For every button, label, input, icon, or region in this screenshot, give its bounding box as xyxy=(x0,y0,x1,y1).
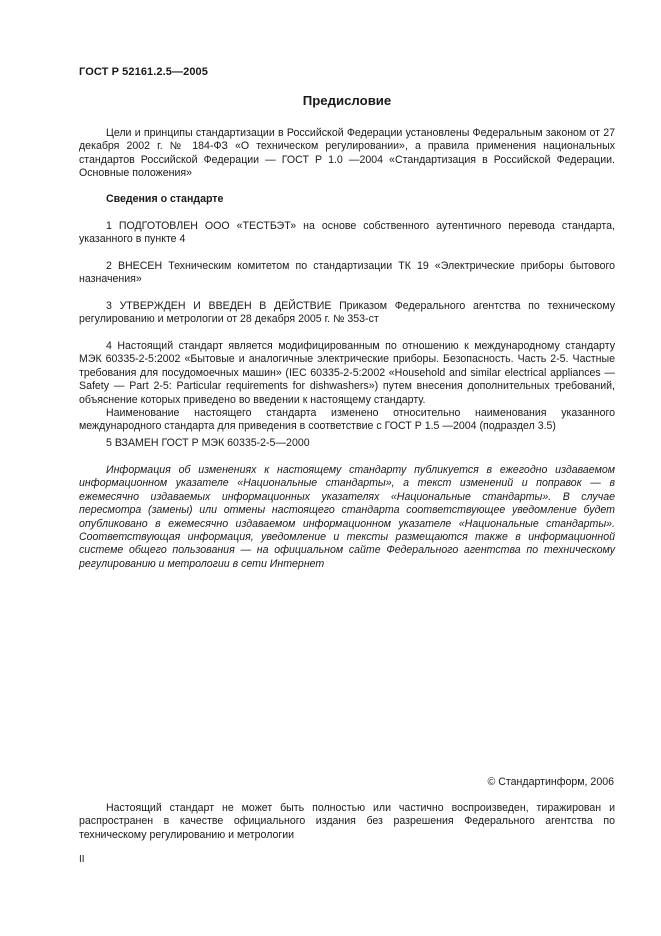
item-5-paragraph: 5 ВЗАМЕН ГОСТ Р МЭК 60335-2-5—2000 xyxy=(106,437,310,449)
reproduction-notice-paragraph: Настоящий стандарт не может быть полностью или частично воспроизведен, тиражирован и распространен в качестве официального издания без разрешения Федерального агентства по техническому регулированию и метрологии xyxy=(79,802,615,841)
page-title: Предисловие xyxy=(302,93,392,108)
copyright-line: © Стандартинформ, 2006 xyxy=(487,776,614,788)
section-heading: Сведения о стандарте xyxy=(106,193,224,205)
item-4-paragraph: 4 Настоящий стандарт является модифицированным по отношению к международному стандарту МЭК 60335-2-5:2002 «Бытовые и аналогичные электрические приборы. Безопасность. Часть 2-5. Частные требования для посудомоечных машин» (IEC 60335-2-5:2002 «Household and similar electrical appliances — Safety — Part 2-5: Particular requirements for dishwashers») путем внесения дополнительных требований, объяснение которых приведено во введении к настоящему стандарту. xyxy=(79,340,615,406)
item-4-note-paragraph: Наименование настоящего стандарта изменено относительно наименования указанного международного стандарта для приведения в соответствие с ГОСТ Р 1.5 —2004 (подраздел 3.5) xyxy=(79,407,615,433)
document-code: ГОСТ Р 52161.2.5—2005 xyxy=(79,66,208,78)
info-notice-paragraph: Информация об изменениях к настоящему стандарту публикуется в ежегодно издаваемом информационном указателе «Национальные стандарты», а текст изменений и поправок — в ежемесячно издаваемых информационных указателях «Национальные стандарты». В случае пересмотра (замены) или отмены настоящего стандарта соответствующее уведомление будет опубликовано в ежемесячно издаваемом информационном указателе «Национальные стандарты». Соответствующая информация, уведомление и тексты размещаются также в информационной системе общего пользования — на официальном сайте Федерального агентства по техническому регулированию и метрологии в сети Интернет xyxy=(79,464,615,570)
intro-paragraph: Цели и принципы стандартизации в Российской Федерации установлены Федеральным законом от 27 декабря 2002 г. № 184-ФЗ «О техническом регулировании», а правила применения национальных стандартов Российской Федерации — ГОСТ Р 1.0 —2004 «Стандартизация в Российской Федерации. Основные положения» xyxy=(79,127,615,180)
page-number: II xyxy=(79,854,85,865)
item-1-paragraph: 1 ПОДГОТОВЛЕН ООО «ТЕСТБЭТ» на основе собственного аутентичного перевода стандарта, указанного в пункте 4 xyxy=(79,220,615,246)
item-2-paragraph: 2 ВНЕСЕН Техническим комитетом по стандартизации ТК 19 «Электрические приборы бытового назначения» xyxy=(79,260,615,286)
item-3-paragraph: 3 УТВЕРЖДЕН И ВВЕДЕН В ДЕЙСТВИЕ Приказом Федерального агентства по техническому регулированию и метрологии от 28 декабря 2005 г. № 353-ст xyxy=(79,300,615,326)
